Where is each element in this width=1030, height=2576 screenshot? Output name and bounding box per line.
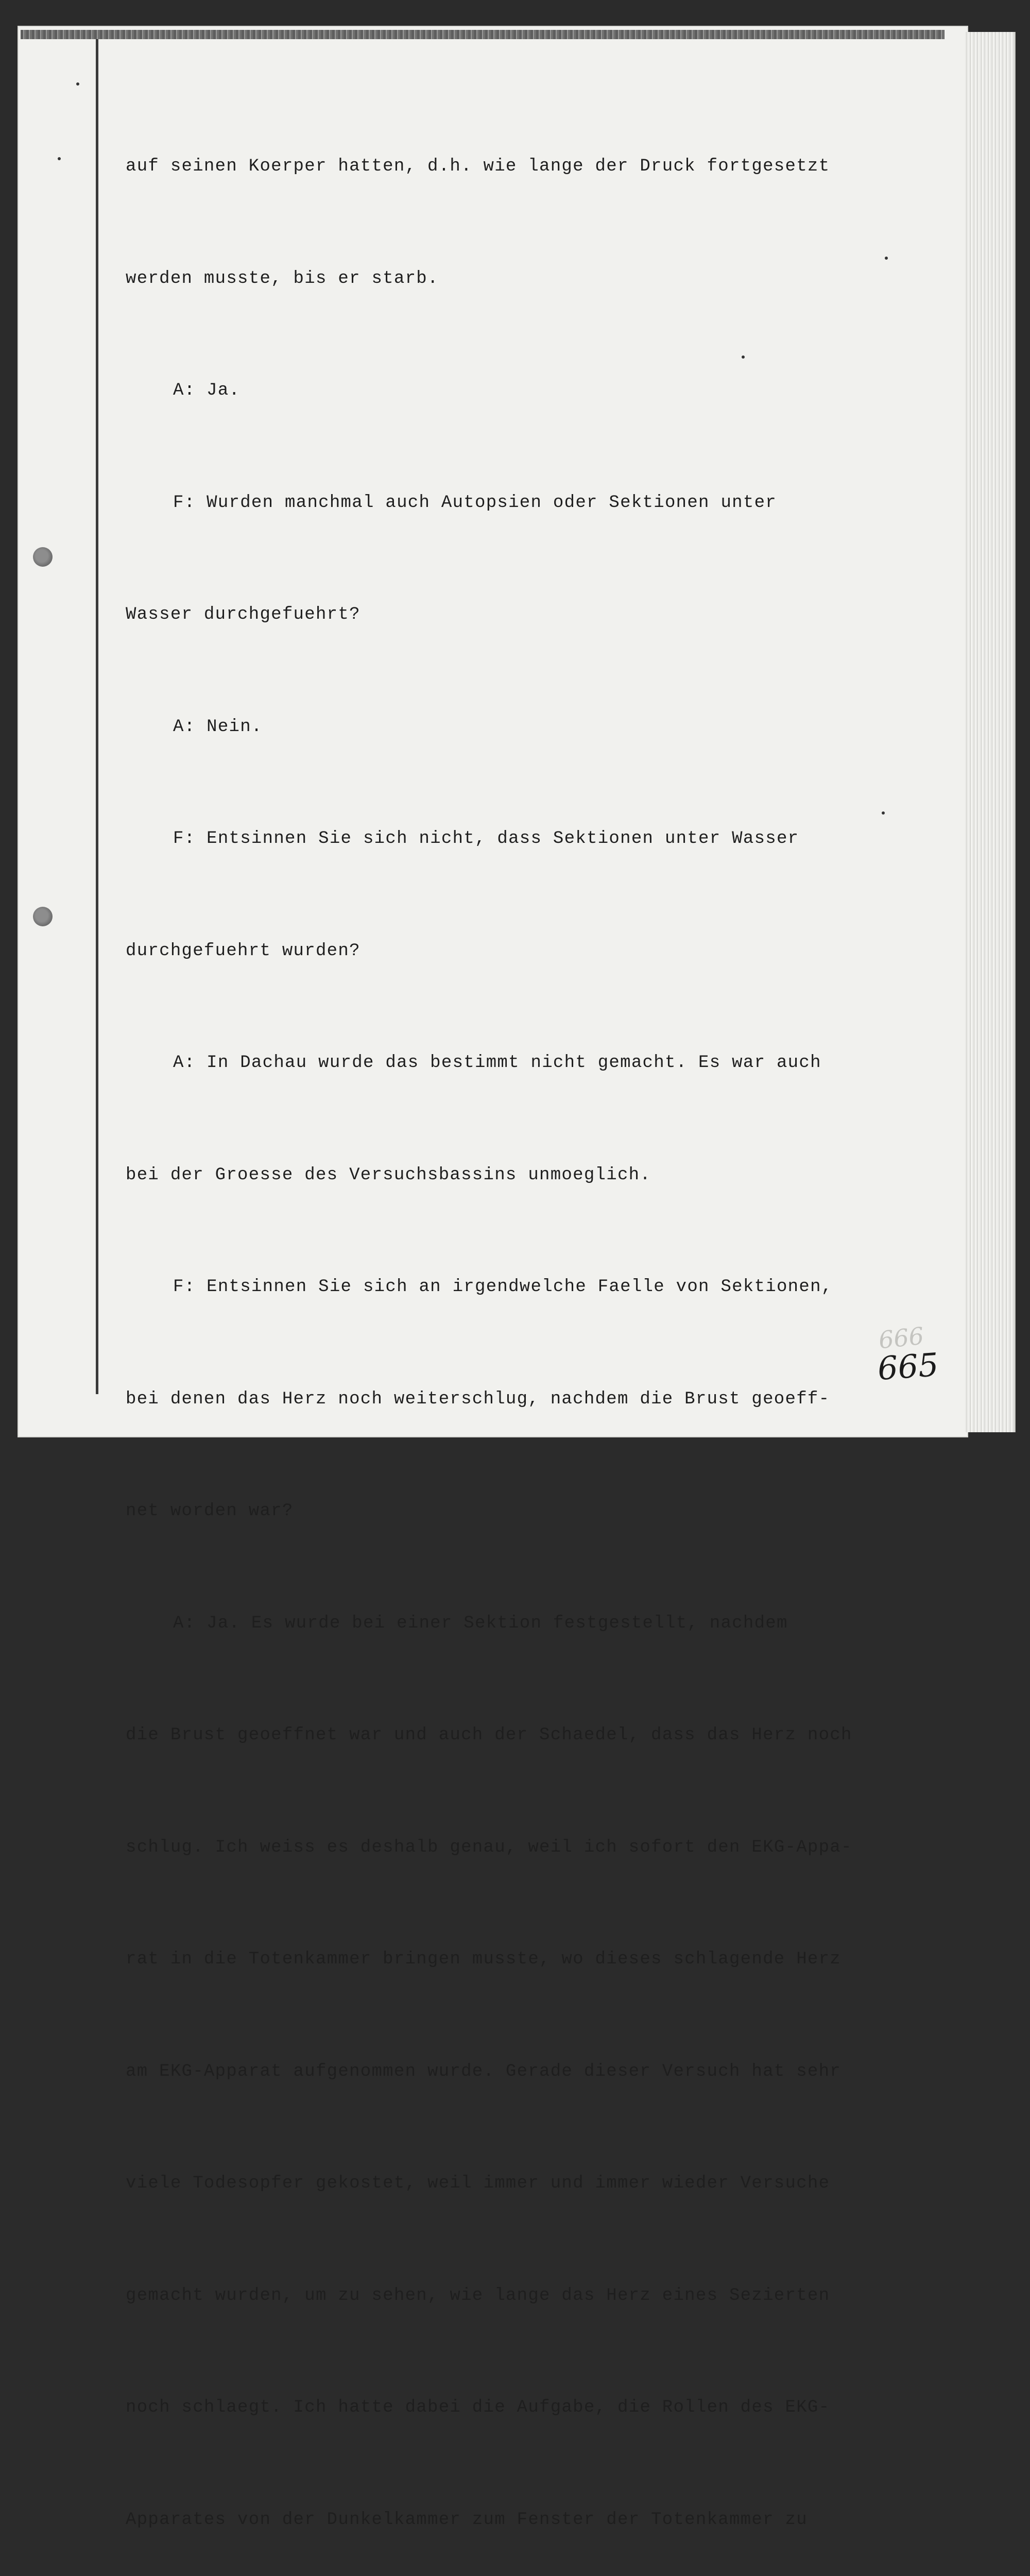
text-line: auf seinen Koerper hatten, d.h. wie lange der Druck fortgesetzt (126, 157, 830, 176)
text-line: die Brust geoeffnet war und auch der Schaedel, dass das Herz noch (126, 1725, 852, 1745)
transcript-body (126, 73, 908, 2576)
text-line: am EKG-Apparat aufgenommen wurde. Gerade dieser Versuch hat sehr (126, 2061, 842, 2081)
text-line: Apparates von der Dunkelkammer zum Fenster der Totenkammer zu (126, 2510, 808, 2530)
text-line: noch schlaegt. Ich hatte dabei die Aufgabe, die Rollen des EKG- (126, 2398, 830, 2417)
text-line: bei denen das Herz noch weiterschlug, nachdem die Brust geoeff- (126, 1389, 830, 1409)
text-line: schlug. Ich weiss es deshalb genau, weil ich sofort den EKG-Appa- (126, 1837, 852, 1857)
ink-speck (76, 82, 79, 86)
text-line: bei der Groesse des Versuchsbassins unmoeglich. (126, 1165, 651, 1185)
answer-line: A: Ja. (173, 381, 241, 400)
punch-hole-icon (33, 907, 53, 926)
left-margin-rule (96, 39, 98, 1394)
punch-hole-icon (33, 547, 53, 567)
answer-line: A: Nein. (173, 717, 263, 737)
text-line: durchgefuehrt wurden? (126, 941, 360, 961)
question-line: F: Wurden manchmal auch Autopsien oder Sektionen unter (173, 493, 777, 513)
answer-line: A: In Dachau wurde das bestimmt nicht gemacht. Es war auch (173, 1053, 821, 1073)
question-line: F: Entsinnen Sie sich an irgendwelche Faelle von Sektionen, (173, 1277, 833, 1297)
text-line: viele Todesopfer gekostet, weil immer und immer wieder Versuche (126, 2174, 830, 2193)
text-line: gemacht wurden, um zu sehen, wie lange das Herz eines Sezierten (126, 2285, 830, 2306)
ink-speck (58, 157, 61, 160)
handwritten-page-number: 665 (876, 1345, 940, 1388)
text-line: Wasser durchgefuehrt? (126, 605, 360, 624)
text-line: rat in die Totenkammer bringen musste, wo dieses schlagende Herz (126, 1950, 842, 1969)
answer-line: A: Ja. Es wurde bei einer Sektion festgestellt, nachdem (173, 1613, 788, 1633)
stacked-page-edges (965, 32, 1016, 1432)
text-line: werden musste, bis er starb. (126, 268, 439, 289)
top-border-rule (21, 30, 945, 39)
text-line: net worden war? (126, 1501, 294, 1521)
question-line: F: Entsinnen Sie sich nicht, dass Sektionen unter Wasser (173, 829, 799, 849)
bleed-page-number: 666 (877, 1321, 925, 1354)
